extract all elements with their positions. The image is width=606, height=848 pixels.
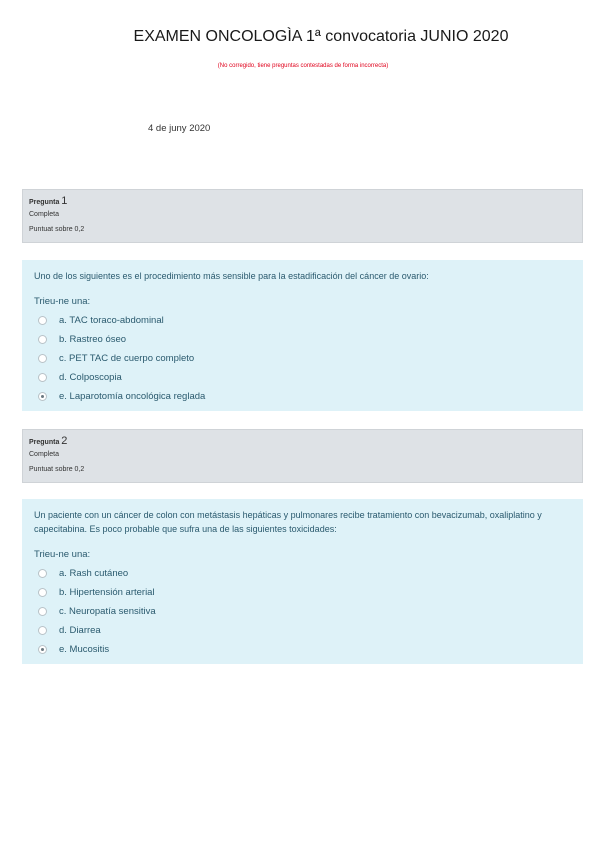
- question-1-info: [22, 189, 583, 243]
- answer-option[interactable]: [34, 368, 571, 387]
- radio-button[interactable]: [38, 626, 47, 635]
- answer-label: c. PET TAC de cuerpo completo: [59, 353, 195, 364]
- answer-label: d. Colposcopia: [59, 372, 122, 383]
- question-2-content: [22, 499, 583, 664]
- answer-option-selected[interactable]: [34, 640, 571, 659]
- answer-option[interactable]: [34, 602, 571, 621]
- question-number-value: 2: [61, 435, 68, 447]
- question-label: Pregunta: [29, 199, 60, 206]
- question-1-content: [22, 260, 583, 411]
- answer-label: b. Hipertensión arterial: [59, 587, 155, 598]
- radio-button[interactable]: [38, 588, 47, 597]
- question-2-info: [22, 429, 583, 483]
- radio-button[interactable]: [38, 354, 47, 363]
- question-text: Un paciente con un cáncer de colon con metástasis hepáticas y pulmonares recibe tratamiento con bevacizumab, oxaliplatino y capecitabina. Es poco probable que sufra una de las siguientes toxicidades:: [34, 510, 542, 534]
- radio-button-checked[interactable]: [38, 645, 47, 654]
- answer-label: a. Rash cutáneo: [59, 568, 129, 579]
- page-title: EXAMEN ONCOLOGÌA 1ª convocatoria JUNIO 2020: [133, 28, 509, 45]
- answer-label: e. Mucositis: [59, 644, 110, 655]
- answer-option[interactable]: [34, 621, 571, 640]
- answer-prompt: Trieu-ne una:: [34, 296, 91, 307]
- answer-list: [34, 564, 571, 659]
- answer-option[interactable]: [34, 311, 571, 330]
- answer-label: d. Diarrea: [59, 625, 101, 636]
- question-grade: Puntuat sobre 0,2: [29, 466, 85, 473]
- answer-option[interactable]: [34, 330, 571, 349]
- question-text: Uno de los siguientes es el procedimiento más sensible para la estadificación del cáncer de ovario:: [34, 271, 429, 281]
- answer-prompt: Trieu-ne una:: [34, 549, 91, 560]
- question-number: [29, 435, 576, 447]
- radio-dot-icon: [41, 395, 44, 398]
- answer-option[interactable]: [34, 349, 571, 368]
- radio-dot-icon: [41, 648, 44, 651]
- answer-label: a. TAC toraco-abdominal: [59, 315, 164, 326]
- question-state: Completa: [29, 451, 59, 458]
- page-date: 4 de juny 2020: [148, 123, 211, 134]
- question-number: [29, 195, 576, 207]
- radio-button[interactable]: [38, 316, 47, 325]
- question-label: Pregunta: [29, 439, 60, 446]
- radio-button-checked[interactable]: [38, 392, 47, 401]
- radio-button[interactable]: [38, 373, 47, 382]
- radio-button[interactable]: [38, 335, 47, 344]
- answer-list: [34, 311, 571, 406]
- answer-label: b. Rastreo óseo: [59, 334, 127, 345]
- radio-button[interactable]: [38, 607, 47, 616]
- page-note: (No corregido, tiene preguntas contestadas de forma incorrecta): [217, 63, 389, 69]
- question-state: Completa: [29, 211, 59, 218]
- answer-option[interactable]: [34, 564, 571, 583]
- question-number-value: 1: [61, 195, 68, 207]
- answer-label: e. Laparotomía oncológica reglada: [59, 391, 206, 402]
- answer-option[interactable]: [34, 583, 571, 602]
- radio-button[interactable]: [38, 569, 47, 578]
- question-grade: Puntuat sobre 0,2: [29, 226, 85, 233]
- answer-option-selected[interactable]: [34, 387, 571, 406]
- answer-label: c. Neuropatía sensitiva: [59, 606, 156, 617]
